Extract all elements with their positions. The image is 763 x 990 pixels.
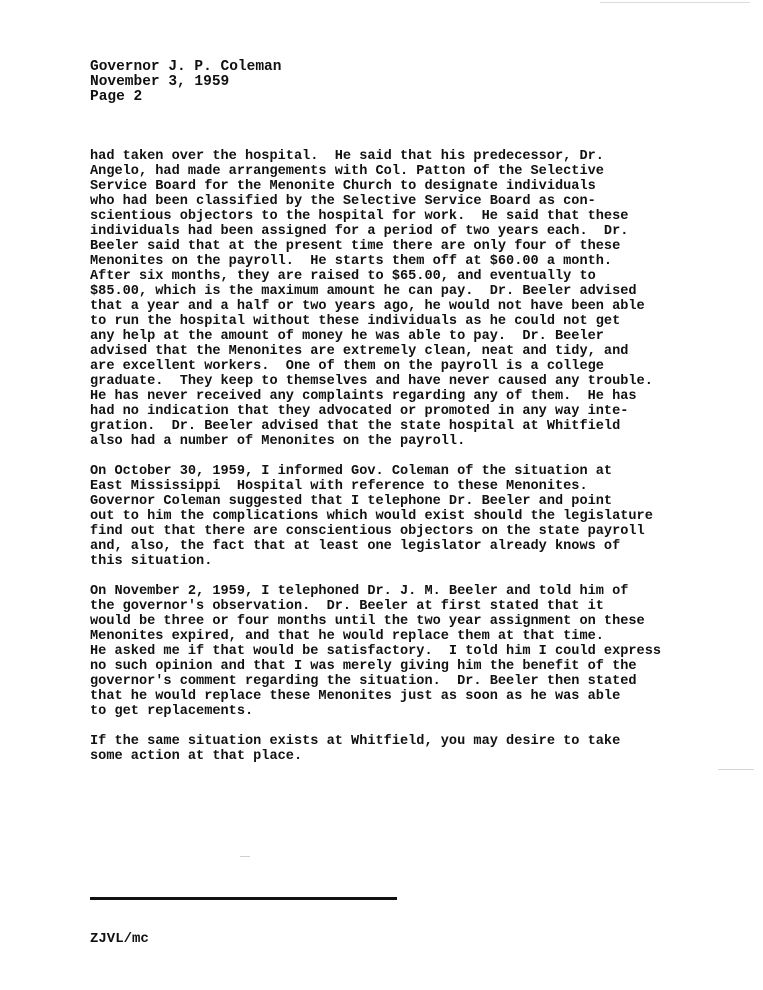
text-line: Beeler said that at the present time there are only four of these	[90, 239, 621, 254]
text-line: had no indication that they advocated or promoted in any way inte-	[90, 404, 629, 419]
text-line: He has never received any complaints regarding any of them. He has	[90, 389, 637, 404]
text-line: On October 30, 1959, I informed Gov. Coleman of the situation at	[90, 464, 613, 479]
page-number: Page 2	[90, 89, 143, 105]
typist-initials: ZJVL/mc	[90, 931, 149, 947]
text-line: that he would replace these Menonites just as soon as he was able	[90, 689, 621, 704]
text-line: that a year and a half or two years ago, he would not have been able	[90, 299, 645, 314]
text-line: advised that the Menonites are extremely clean, neat and tidy, and	[90, 344, 629, 359]
text-line: and, also, the fact that at least one legislator already knows of	[90, 539, 621, 554]
text-line: scientious objectors to the hospital for work. He said that these	[90, 209, 629, 224]
text-line: Angelo, had made arrangements with Col. Patton of the Selective	[90, 164, 604, 179]
text-line: individuals had been assigned for a period of two years each. Dr.	[90, 224, 629, 239]
text-line: find out that there are conscientious objectors on the state payroll	[90, 524, 645, 539]
addressee: Governor J. P. Coleman	[90, 59, 282, 75]
paragraph	[90, 734, 730, 764]
signature-line	[90, 897, 397, 900]
text-line: Governor Coleman suggested that I telephone Dr. Beeler and point	[90, 494, 613, 509]
text-line: would be three or four months until the two year assignment on these	[90, 614, 645, 629]
text-line: East Mississippi Hospital with reference to these Menonites.	[90, 479, 588, 494]
paragraph	[90, 149, 730, 449]
text-line: out to him the complications which would exist should the legislature	[90, 509, 653, 524]
text-line: gration. Dr. Beeler advised that the state hospital at Whitfield	[90, 419, 621, 434]
letter-header	[90, 60, 281, 105]
text-line: Service Board for the Menonite Church to designate individuals	[90, 179, 596, 194]
text-line: If the same situation exists at Whitfield, you may desire to take	[90, 734, 621, 749]
text-line: this situation.	[90, 554, 213, 569]
text-line: are excellent workers. One of them on the payroll is a college	[90, 359, 604, 374]
text-line: some action at that place.	[90, 749, 303, 764]
text-line: governor's comment regarding the situation. Dr. Beeler then stated	[90, 674, 637, 689]
text-line: also had a number of Menonites on the payroll.	[90, 434, 466, 449]
scan-speck	[718, 769, 754, 770]
scan-speck	[600, 2, 750, 3]
text-line: no such opinion and that I was merely giving him the benefit of the	[90, 659, 637, 674]
scan-speck	[240, 856, 250, 857]
text-line: to get replacements.	[90, 704, 254, 719]
text-line: Menonites expired, and that he would replace them at that time.	[90, 629, 604, 644]
text-line: any help at the amount of money he was able to pay. Dr. Beeler	[90, 329, 604, 344]
text-line: Menonites on the payroll. He starts them off at $60.00 a month.	[90, 254, 613, 269]
text-line: had taken over the hospital. He said that his predecessor, Dr.	[90, 149, 604, 164]
text-line: graduate. They keep to themselves and have never caused any trouble.	[90, 374, 653, 389]
letter-body	[90, 149, 730, 779]
text-line: On November 2, 1959, I telephoned Dr. J. M. Beeler and told him of	[90, 584, 629, 599]
text-line: to run the hospital without these individuals as he could not get	[90, 314, 621, 329]
text-line: He asked me if that would be satisfactory. I told him I could express	[90, 644, 662, 659]
text-line: $85.00, which is the maximum amount he can pay. Dr. Beeler advised	[90, 284, 637, 299]
letter-date: November 3, 1959	[90, 74, 230, 90]
paragraph	[90, 584, 730, 719]
text-line: the governor's observation. Dr. Beeler at first stated that it	[90, 599, 604, 614]
text-line: who had been classified by the Selective Service Board as con-	[90, 194, 596, 209]
text-line: After six months, they are raised to $65.00, and eventually to	[90, 269, 596, 284]
paragraph	[90, 464, 730, 569]
